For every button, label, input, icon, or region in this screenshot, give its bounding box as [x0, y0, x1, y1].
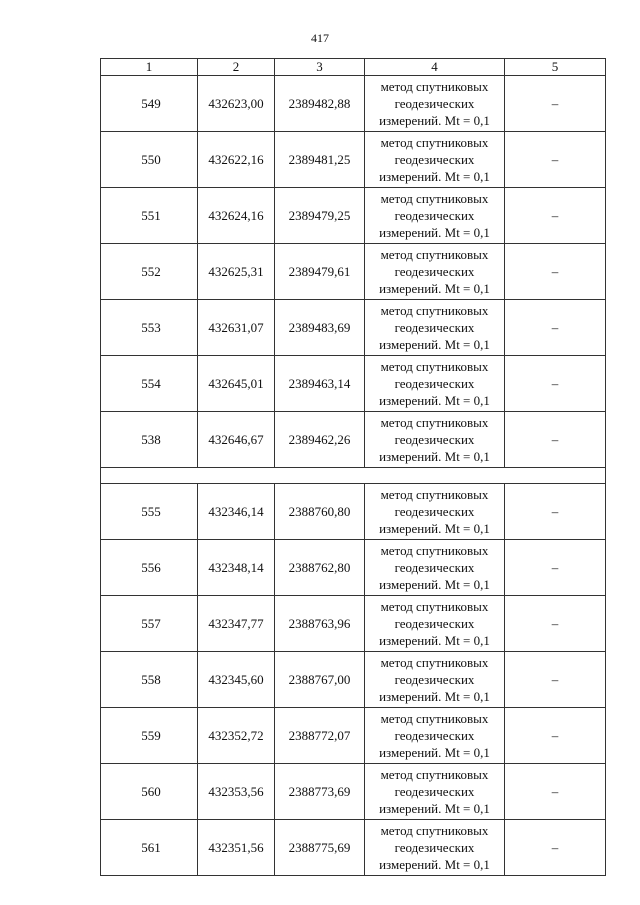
point-number: 549: [101, 76, 198, 132]
point-number: 554: [101, 356, 198, 412]
accuracy-value: –: [505, 652, 606, 708]
y-coordinate: 2389479,61: [275, 244, 365, 300]
header-col-5: 5: [505, 59, 606, 76]
x-coordinate: 432623,00: [198, 76, 275, 132]
table-row: [101, 188, 606, 244]
accuracy-value: –: [505, 820, 606, 876]
group-separator-cell: [101, 468, 606, 484]
y-coordinate: 2388760,80: [275, 484, 365, 540]
accuracy-value: –: [505, 764, 606, 820]
point-number: 551: [101, 188, 198, 244]
y-coordinate: 2388775,69: [275, 820, 365, 876]
point-number: 552: [101, 244, 198, 300]
y-coordinate: 2389482,88: [275, 76, 365, 132]
y-coordinate: 2388772,07: [275, 708, 365, 764]
accuracy-value: –: [505, 596, 606, 652]
point-number: 555: [101, 484, 198, 540]
table-row: [101, 412, 606, 468]
table-row: [101, 300, 606, 356]
header-col-1: 1: [101, 59, 198, 76]
header-col-2: 2: [198, 59, 275, 76]
x-coordinate: 432351,56: [198, 820, 275, 876]
method-description: метод спутниковых геодезических измерений. Mt = 0,1: [365, 708, 505, 764]
accuracy-value: –: [505, 132, 606, 188]
table-row: [101, 596, 606, 652]
accuracy-value: –: [505, 188, 606, 244]
accuracy-value: –: [505, 244, 606, 300]
point-number: 561: [101, 820, 198, 876]
table-row: [101, 76, 606, 132]
header-row: [101, 59, 606, 76]
method-description: метод спутниковых геодезических измерений. Mt = 0,1: [365, 820, 505, 876]
point-number: 550: [101, 132, 198, 188]
method-description: метод спутниковых геодезических измерений. Mt = 0,1: [365, 132, 505, 188]
x-coordinate: 432646,67: [198, 412, 275, 468]
y-coordinate: 2389463,14: [275, 356, 365, 412]
method-description: метод спутниковых геодезических измерений. Mt = 0,1: [365, 596, 505, 652]
y-coordinate: 2389483,69: [275, 300, 365, 356]
accuracy-value: –: [505, 76, 606, 132]
coordinates-table: [100, 58, 606, 876]
x-coordinate: 432352,72: [198, 708, 275, 764]
point-number: 557: [101, 596, 198, 652]
point-number: 560: [101, 764, 198, 820]
point-number: 559: [101, 708, 198, 764]
x-coordinate: 432625,31: [198, 244, 275, 300]
table-row: [101, 540, 606, 596]
table-row: [101, 132, 606, 188]
y-coordinate: 2389462,26: [275, 412, 365, 468]
y-coordinate: 2388762,80: [275, 540, 365, 596]
accuracy-value: –: [505, 484, 606, 540]
x-coordinate: 432347,77: [198, 596, 275, 652]
x-coordinate: 432346,14: [198, 484, 275, 540]
method-description: метод спутниковых геодезических измерений. Mt = 0,1: [365, 188, 505, 244]
table-row: [101, 708, 606, 764]
x-coordinate: 432631,07: [198, 300, 275, 356]
y-coordinate: 2388767,00: [275, 652, 365, 708]
method-description: метод спутниковых геодезических измерений. Mt = 0,1: [365, 652, 505, 708]
accuracy-value: –: [505, 356, 606, 412]
x-coordinate: 432622,16: [198, 132, 275, 188]
x-coordinate: 432353,56: [198, 764, 275, 820]
method-description: метод спутниковых геодезических измерений. Mt = 0,1: [365, 356, 505, 412]
group-separator-row: [101, 468, 606, 484]
method-description: метод спутниковых геодезических измерений. Mt = 0,1: [365, 76, 505, 132]
table-row: [101, 356, 606, 412]
y-coordinate: 2388763,96: [275, 596, 365, 652]
point-number: 553: [101, 300, 198, 356]
accuracy-value: –: [505, 300, 606, 356]
method-description: метод спутниковых геодезических измерений. Mt = 0,1: [365, 484, 505, 540]
x-coordinate: 432645,01: [198, 356, 275, 412]
table-row: [101, 820, 606, 876]
accuracy-value: –: [505, 412, 606, 468]
accuracy-value: –: [505, 540, 606, 596]
method-description: метод спутниковых геодезических измерений. Mt = 0,1: [365, 412, 505, 468]
x-coordinate: 432345,60: [198, 652, 275, 708]
point-number: 538: [101, 412, 198, 468]
y-coordinate: 2389481,25: [275, 132, 365, 188]
table-row: [101, 484, 606, 540]
table-row: [101, 652, 606, 708]
header-col-4: 4: [365, 59, 505, 76]
accuracy-value: –: [505, 708, 606, 764]
y-coordinate: 2389479,25: [275, 188, 365, 244]
method-description: метод спутниковых геодезических измерений. Mt = 0,1: [365, 300, 505, 356]
point-number: 558: [101, 652, 198, 708]
method-description: метод спутниковых геодезических измерений. Mt = 0,1: [365, 244, 505, 300]
method-description: метод спутниковых геодезических измерений. Mt = 0,1: [365, 764, 505, 820]
method-description: метод спутниковых геодезических измерений. Mt = 0,1: [365, 540, 505, 596]
page-number: 417: [311, 31, 329, 45]
x-coordinate: 432348,14: [198, 540, 275, 596]
x-coordinate: 432624,16: [198, 188, 275, 244]
header-col-3: 3: [275, 59, 365, 76]
table-row: [101, 244, 606, 300]
point-number: 556: [101, 540, 198, 596]
y-coordinate: 2388773,69: [275, 764, 365, 820]
table-row: [101, 764, 606, 820]
